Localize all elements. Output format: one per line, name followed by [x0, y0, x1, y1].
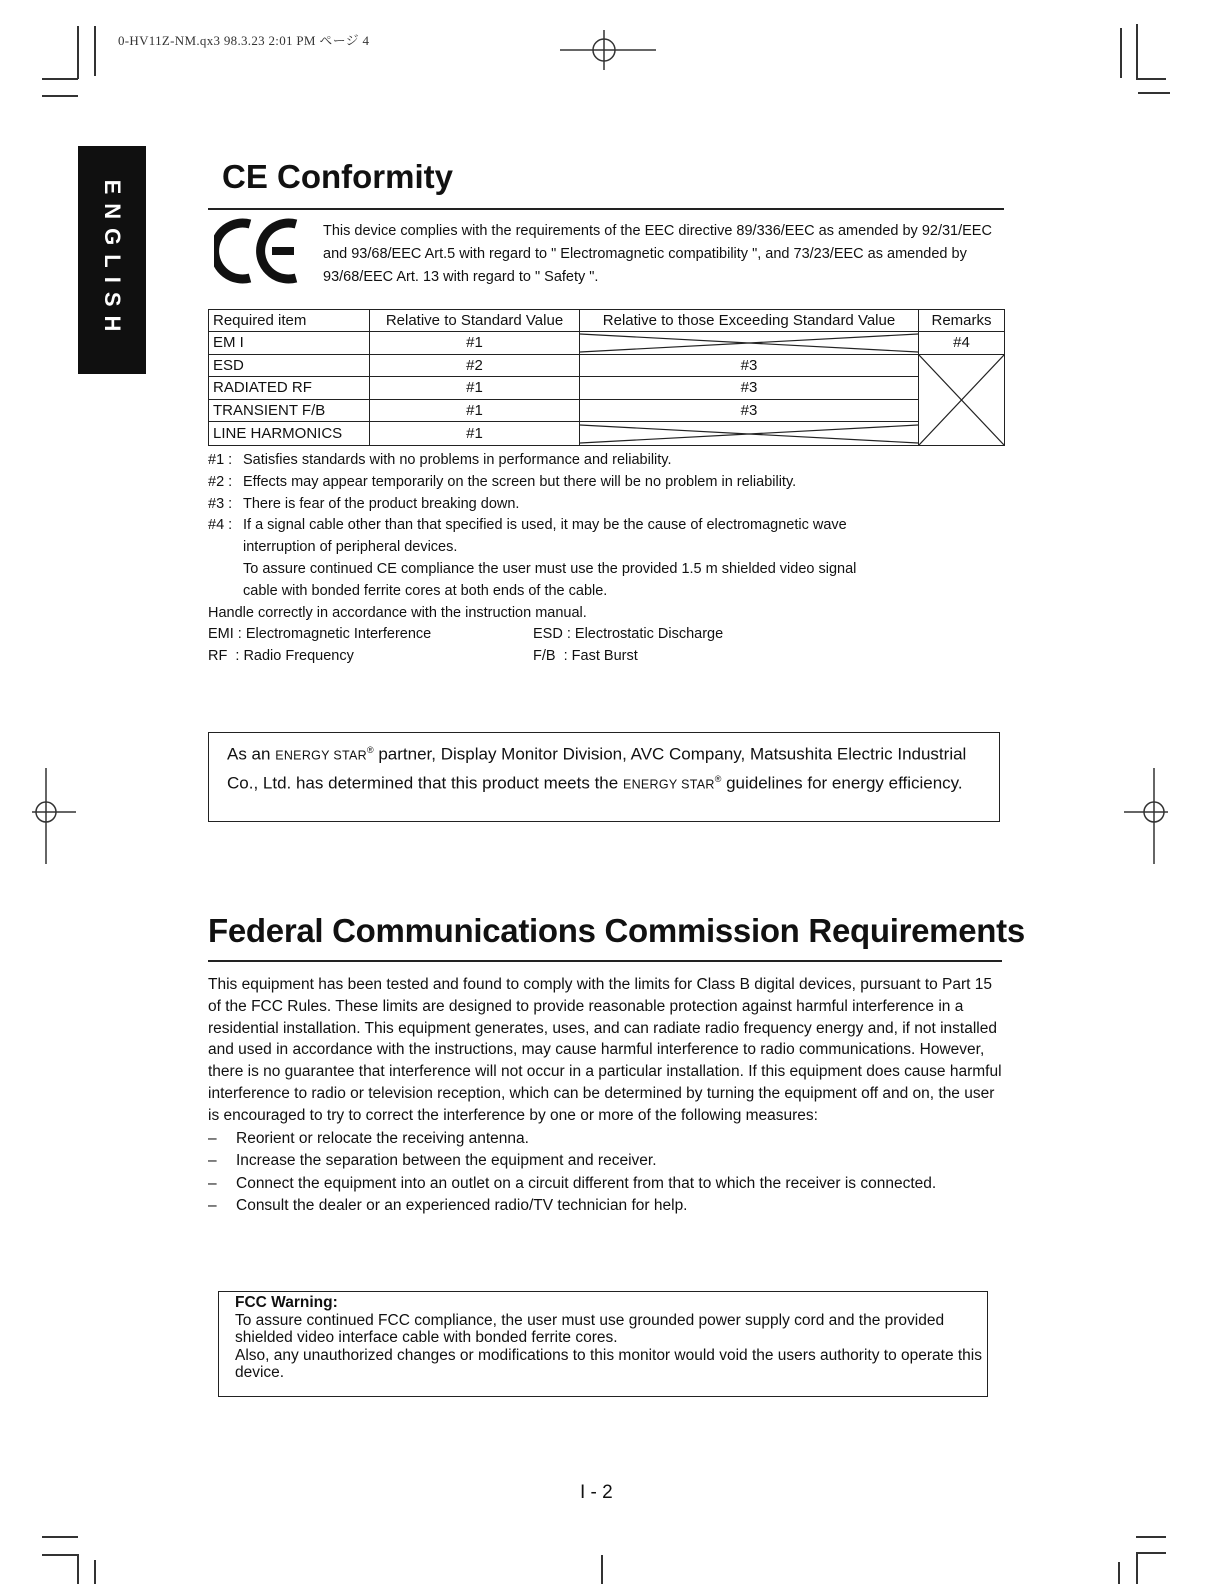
language-tab-label: ENGLISH	[100, 179, 125, 341]
registration-mark-right	[1124, 768, 1168, 864]
registration-mark-top	[560, 30, 656, 70]
row-item: RADIATED RF	[209, 377, 370, 399]
note-continuation: To assure continued CE compliance the user must use the provided 1.5 m shielded video signal	[243, 560, 857, 577]
header-standard-value: Relative to Standard Value	[370, 310, 580, 332]
fcc-warning-text: To assure continued FCC compliance, the user must use grounded power supply cord and the provided shielded video interface cable with bonded ferrite cores.	[235, 1311, 945, 1346]
fcc-warning-title: FCC Warning:	[235, 1294, 338, 1311]
registration-mark-left	[32, 768, 76, 864]
abbreviation-row: EMI : Electromagnetic Interference ESD : Electrostatic Discharge	[208, 626, 724, 643]
note-item: #4 : If a signal cable other than that specified is used, it may be the cause of electromagnetic wave	[208, 517, 847, 534]
row-standard: #1	[370, 399, 580, 421]
row-exceeding-na	[580, 422, 919, 446]
fcc-measures-list	[208, 1128, 1008, 1218]
note-item: #3 : There is fear of the product breaking down.	[208, 495, 520, 512]
table-row	[209, 355, 1005, 377]
row-standard: #2	[370, 355, 580, 377]
fcc-heading: Federal Communications Commission Requirements	[208, 912, 1025, 949]
table-row	[209, 399, 1005, 421]
ce-statement: This device complies with the requirements of the EEC directive 89/336/EEC as amended by 92/31/EEC and 93/68/EEC Art.5 with regard to " Electromagnetic compatibility ", and 73/23/EEC as amended by 93/68/EEC Art. 13 with regard to " Safety ".	[323, 223, 992, 285]
fcc-warning-box	[218, 1291, 988, 1397]
fcc-body	[208, 974, 1008, 1218]
row-exceeding: #3	[580, 355, 919, 377]
ce-heading-rule	[208, 208, 1004, 210]
energy-star-statement: As an ENERGY STAR® partner, Display Monitor Division, AVC Company, Matsushita Electric Industrial Co., Ltd. has determined that this product meets the ENERGY STAR® guidelines for energy efficiency.	[208, 732, 1000, 822]
language-tab	[78, 146, 146, 374]
note-item: #2 : Effects may appear temporarily on the screen but there will be no problem in reliability.	[208, 473, 797, 490]
fcc-heading-rule	[208, 960, 1002, 962]
fcc-warning-text: Also, any unauthorized changes or modifications to this monitor would void the users authority to operate this device.	[235, 1346, 982, 1381]
abbreviation-row: RF : Radio Frequency F/B : Fast Burst	[208, 648, 638, 665]
note-item: #1 : Satisfies standards with no problems in performance and reliability.	[208, 452, 672, 468]
print-slug: 0-HV11Z-NM.qx3 98.3.23 2:01 PM ページ 4	[118, 33, 370, 48]
remarks-na	[919, 355, 1005, 446]
list-item: – Reorient or relocate the receiving antenna.	[208, 1129, 529, 1147]
ce-requirements-table	[208, 309, 1005, 446]
row-standard: #1	[370, 332, 580, 355]
row-exceeding: #3	[580, 399, 919, 421]
ce-notes	[208, 450, 1008, 668]
energy-star-name: ENERGY STAR	[275, 748, 367, 763]
list-item: – Increase the separation between the equipment and receiver.	[208, 1152, 657, 1170]
row-standard: #1	[370, 422, 580, 446]
row-item: TRANSIENT F/B	[209, 399, 370, 421]
header-exceeding-value: Relative to those Exceeding Standard Value	[580, 310, 919, 332]
handle-note: Handle correctly in accordance with the instruction manual.	[208, 604, 587, 621]
header-required-item: Required item	[209, 310, 370, 332]
ce-mark-logo	[214, 218, 302, 284]
table-header-row	[209, 310, 1005, 332]
header-remarks: Remarks	[919, 310, 1005, 332]
row-remarks: #4	[919, 332, 1005, 355]
row-item: ESD	[209, 355, 370, 377]
row-item: LINE HARMONICS	[209, 422, 370, 446]
table-row	[209, 377, 1005, 399]
note-continuation: interruption of peripheral devices.	[243, 539, 458, 556]
row-standard: #1	[370, 377, 580, 399]
fcc-paragraph: This equipment has been tested and found to comply with the limits for Class B digital devices, pursuant to Part 15 of the FCC Rules. These limits are designed to provide reasonable protection against harmful interference in a residential installation. This equipment generates, uses, and can radiate radio frequency energy and, if not installed and used in accordance with the instructions, may cause harmful interference to radio communications. However, there is no guarantee that interference will not occur in a particular installation. If this equipment does cause harmful interference to radio or television reception, which can be determined by turning the equipment off and on, the user is encouraged to try to correct the interference by one or more of the following measures:	[208, 976, 1002, 1124]
row-exceeding: #3	[580, 377, 919, 399]
energy-star-name: ENERGY STAR	[622, 777, 715, 792]
page-number: I - 2	[580, 1482, 613, 1503]
list-item: – Connect the equipment into an outlet on a circuit different from that to which the receiver is connected.	[208, 1174, 937, 1192]
row-exceeding-na	[580, 332, 919, 355]
table-row	[209, 422, 1005, 446]
table-row	[209, 332, 1005, 355]
row-item: EM I	[209, 332, 370, 355]
note-continuation: cable with bonded ferrite cores at both ends of the cable.	[243, 582, 608, 599]
ce-conformity-heading: CE Conformity	[222, 158, 453, 195]
list-item: – Consult the dealer or an experienced radio/TV technician for help.	[208, 1197, 688, 1215]
